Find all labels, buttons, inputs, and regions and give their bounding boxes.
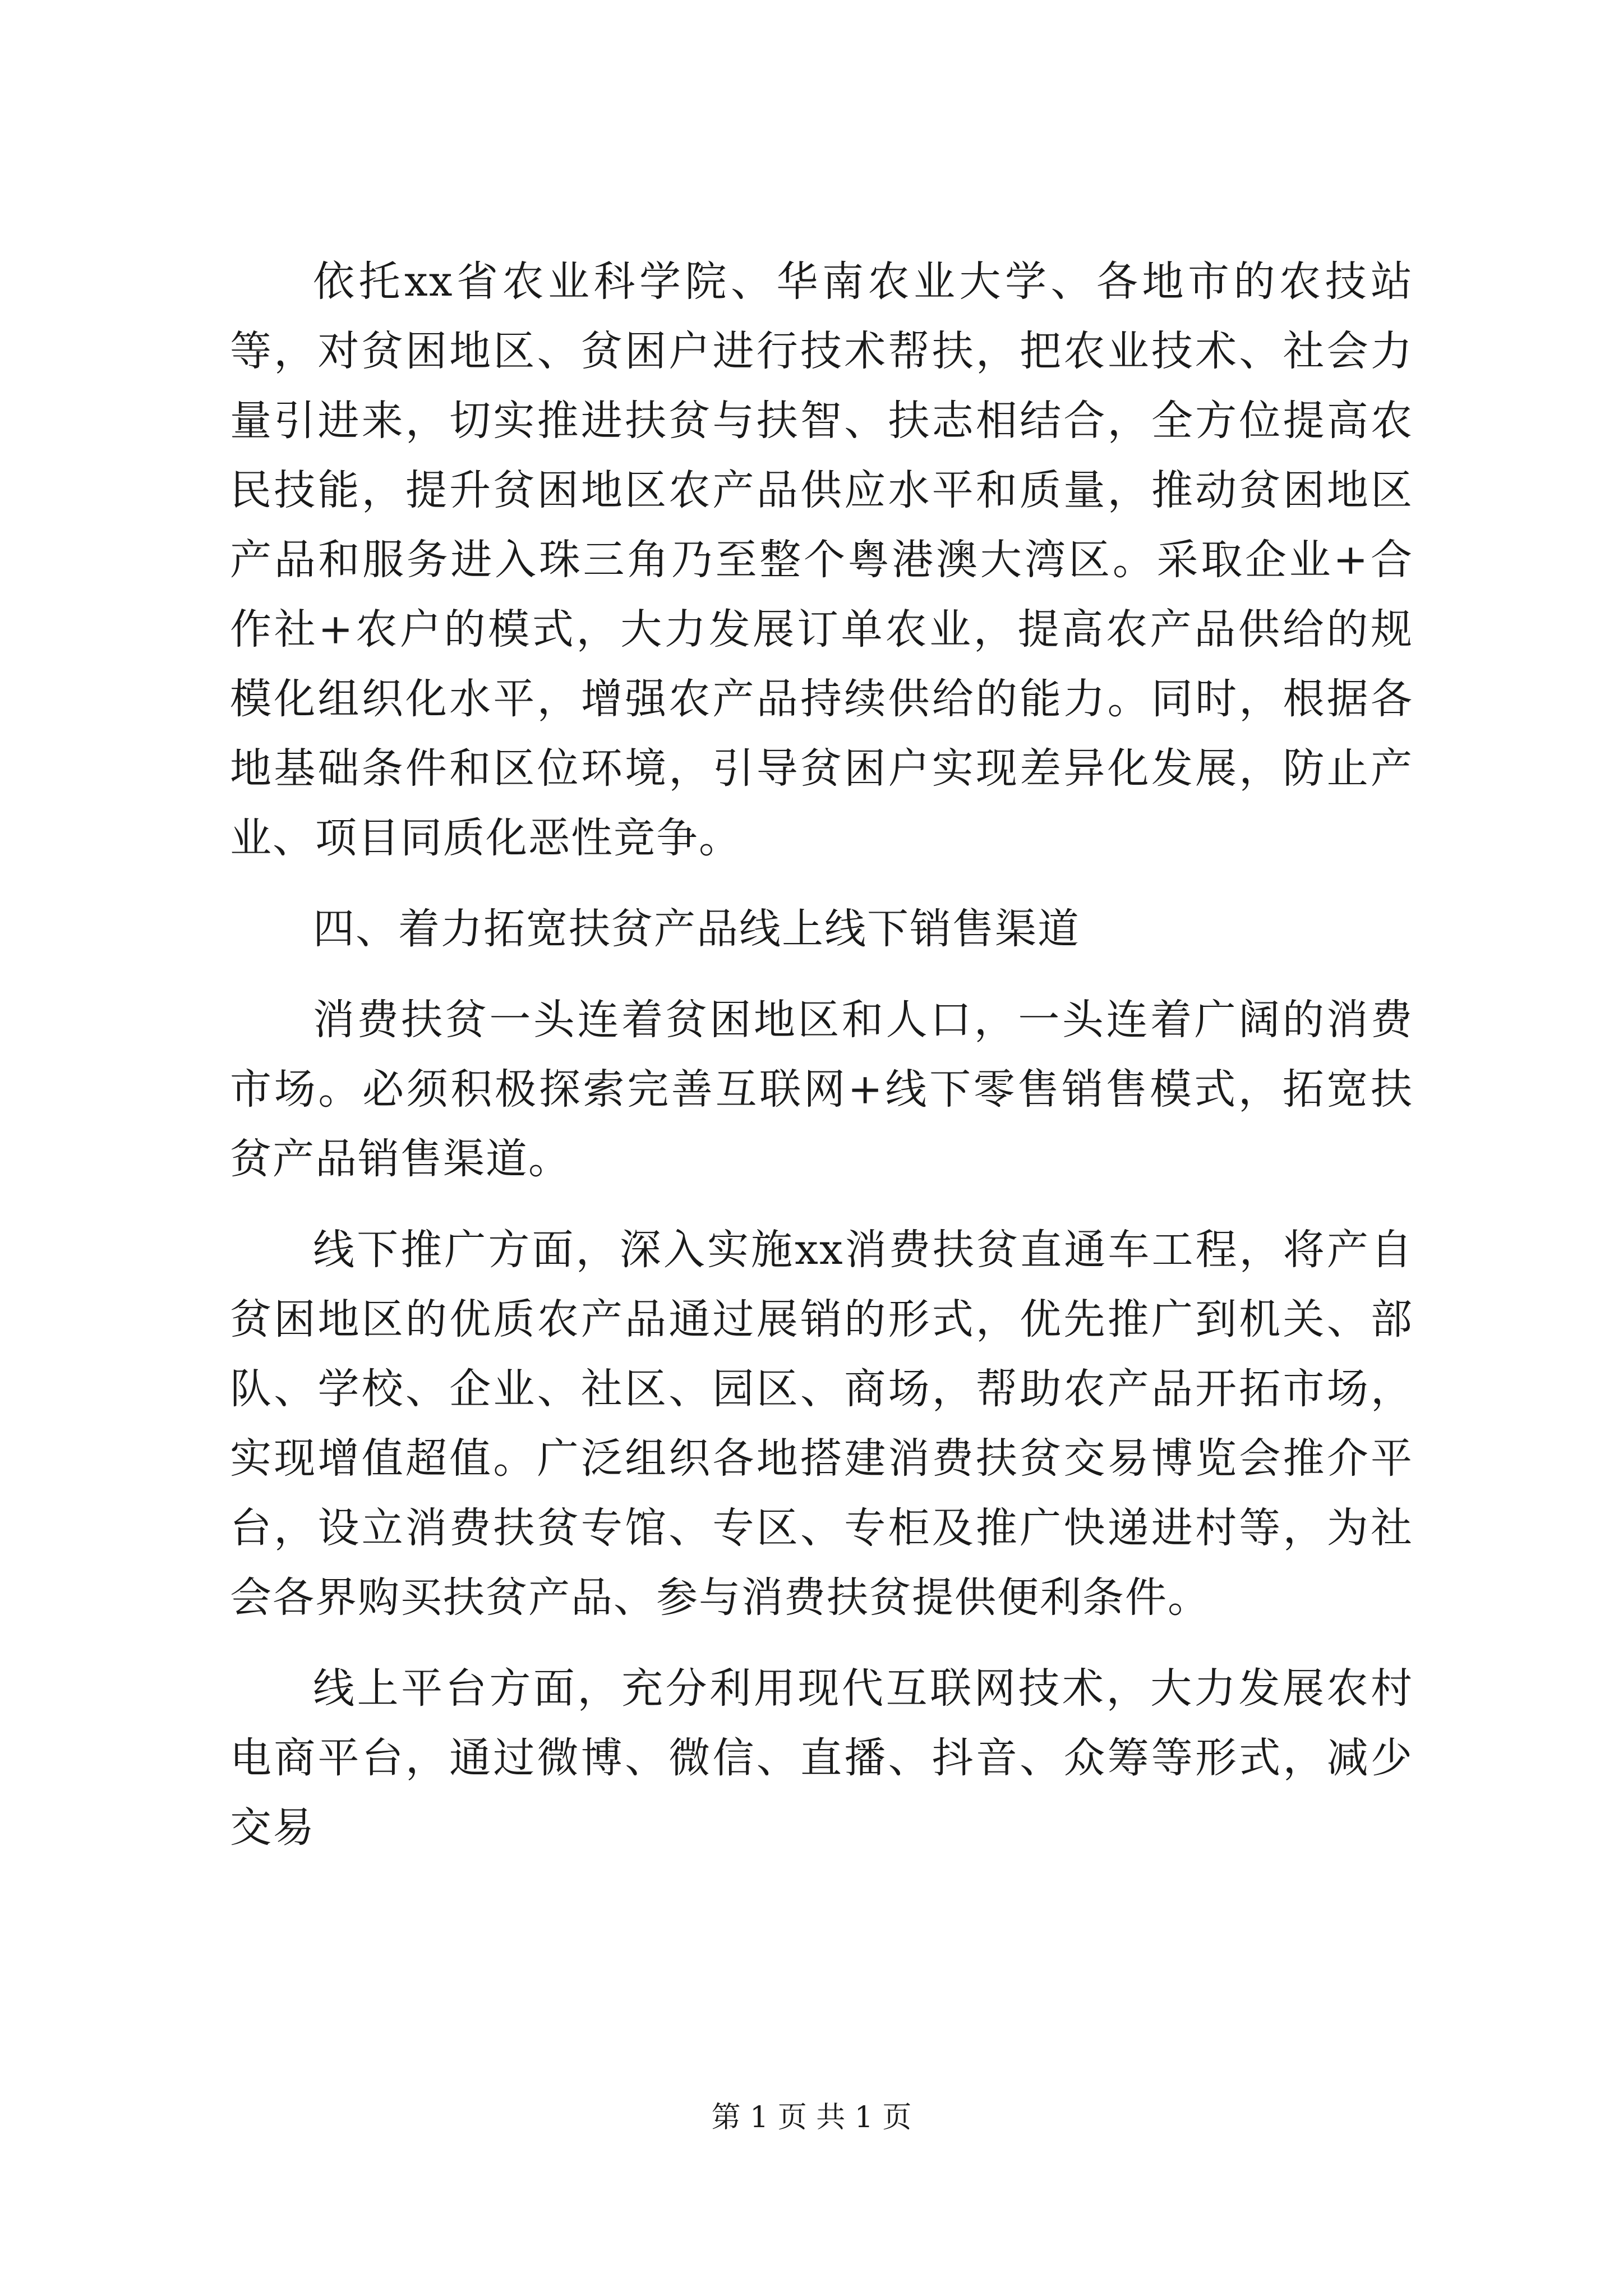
paragraph-offline-promotion: 线下推广方面，深入实施xx消费扶贫直通车工程，将产自贫困地区的优质农产品通过展销的形式，优先推广到机关、部队、学校、企业、社区、园区、商场，帮助农产品开拓市场，实现增值超值。广泛组织各地搭建消费扶贫交易博览会推介平台，设立消费扶贫专馆、专区、专柜及推广快递进村等，为社会各界购买扶贫产品、参与消费扶贫提供便利条件。 bbox=[230, 1226, 1413, 1622]
page-footer: 第 1 页 共 1 页 bbox=[711, 2101, 912, 2134]
document-body bbox=[230, 247, 1413, 1884]
section-heading-sales-channels: 四、着力拓宽扶贫产品线上线下销售渠道 bbox=[313, 905, 1080, 953]
paragraph-online-platform: 线上平台方面，充分利用现代互联网技术，大力发展农村电商平台，通过微博、微信、直播、抖音、众筹等形式，减少交易 bbox=[230, 1664, 1413, 1852]
paragraph-consumption-poverty-alleviation: 消费扶贫一头连着贫困地区和人口，一头连着广阔的消费市场。必须积极探索完善互联网+线下零售销售模式，拓宽扶贫产品销售渠道。 bbox=[230, 996, 1413, 1183]
paragraph-technical-assistance: 依托xx省农业科学院、华南农业大学、各地市的农技站等，对贫困地区、贫困户进行技术帮扶，把农业技术、社会力量引进来，切实推进扶贫与扶智、扶志相结合，全方位提高农民技能，提升贫困地区农产品供应水平和质量，推动贫困地区产品和服务进入珠三角乃至整个粤港澳大湾区。采取企业+合作社+农户的模式，大力发展订单农业，提高农产品供给的规模化组织化水平，增强农产品持续供给的能力。同时，根据各地基础条件和区位环境，引导贫困户实现差异化发展，防止产业、项目同质化恶性竞争。 bbox=[230, 257, 1413, 862]
